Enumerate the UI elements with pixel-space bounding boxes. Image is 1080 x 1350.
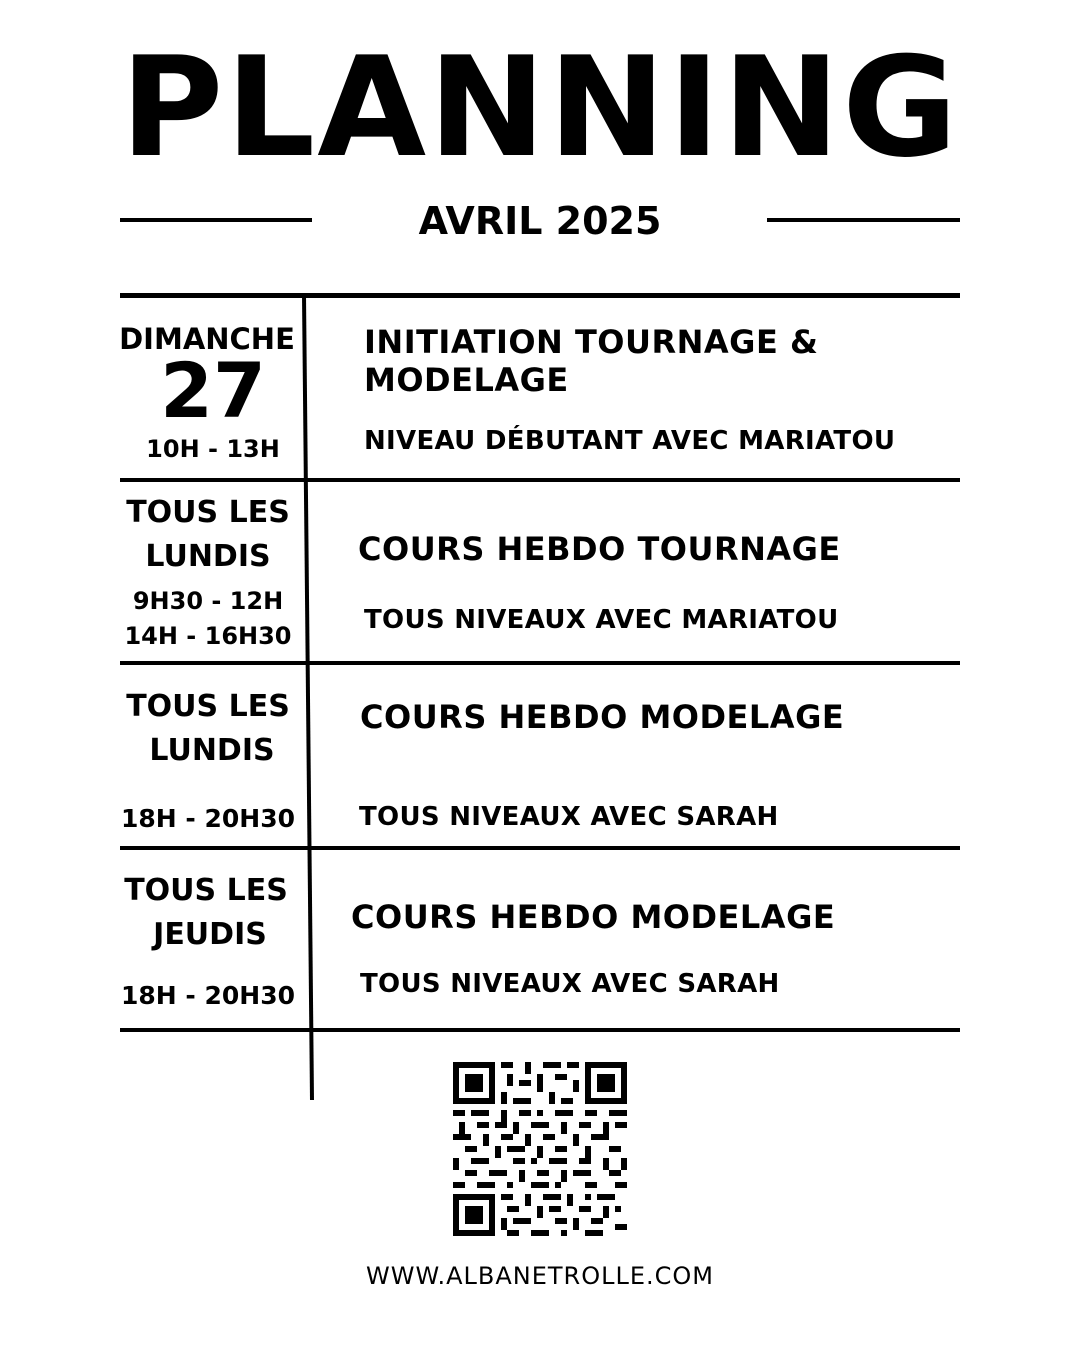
course-title: INITIATION TOURNAGE & [364, 323, 819, 361]
course-level: TOUS NIVEAUX AVEC SARAH [360, 969, 780, 999]
website-link[interactable]: WWW.ALBANETROLLE.COM [366, 1262, 714, 1290]
month-subtitle: AVRIL 2025 [418, 199, 662, 243]
course-title: COURS HEBDO TOURNAGE [358, 530, 841, 568]
course-title: COURS HEBDO MODELAGE [360, 698, 845, 736]
day-label-line1: TOUS LES [126, 495, 290, 530]
day-label: DIMANCHE [119, 322, 295, 356]
time-range: 18H - 20H30 [121, 981, 295, 1010]
qr-code-icon[interactable] [453, 1062, 627, 1236]
day-label-line2: LUNDIS [149, 733, 275, 768]
day-label-line2: LUNDIS [145, 539, 271, 574]
page-title: PLANNING [120, 27, 960, 188]
table-rule-1 [120, 478, 960, 482]
table-rule-3 [120, 846, 960, 850]
day-label-line1: TOUS LES [126, 689, 290, 724]
course-title: COURS HEBDO MODELAGE [351, 898, 836, 936]
table-rule-bottom [120, 1028, 960, 1032]
day-label-line2: JEUDIS [153, 917, 267, 952]
table-rule-2 [120, 661, 960, 665]
time-range: 10H - 13H [146, 435, 280, 463]
course-level: TOUS NIVEAUX AVEC MARIATOU [364, 605, 839, 635]
time-range: 14H - 16H30 [124, 622, 292, 650]
day-label-line1: TOUS LES [124, 873, 288, 908]
course-level: TOUS NIVEAUX AVEC SARAH [359, 802, 779, 832]
divider-right [767, 218, 960, 222]
time-range: 18H - 20H30 [121, 804, 295, 833]
time-range: 9H30 - 12H [132, 587, 284, 615]
day-number: 27 [160, 346, 266, 435]
table-rule-top [120, 293, 960, 298]
course-level: NIVEAU DÉBUTANT AVEC MARIATOU [364, 426, 896, 456]
course-title-line2: MODELAGE [364, 361, 569, 399]
